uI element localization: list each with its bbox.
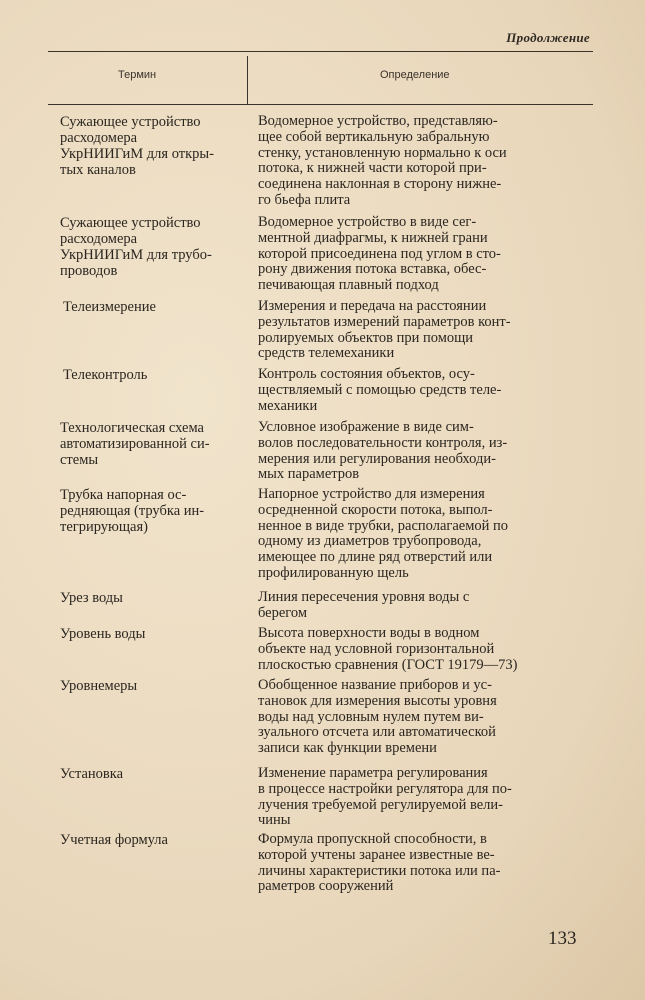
definition: Измерения и передача на расстоянии результатов измерений параметров конт- ролируемых объектов при помощи средств телемеханики [258, 298, 511, 362]
term: Телеконтроль [63, 367, 148, 383]
definition: Водомерное устройство в виде сег- ментной диафрагмы, к нижней грани которой присоединена под углом в сто- рону движения потока вставка, обес- печивающая плавный подход [258, 214, 501, 294]
definition: Условное изображение в виде сим- волов последовательности контроля, из- мерения или регулирования необходи- мых параметров [258, 419, 508, 483]
term: Установка [60, 766, 124, 782]
term: Телеизмерение [63, 299, 156, 315]
term: Уровнемеры [60, 678, 138, 694]
column-header-term: Термин [118, 69, 157, 81]
term: Учетная формула [60, 832, 168, 848]
column-divider [247, 56, 248, 104]
term: Трубка напорная ос- редняющая (трубка ин- тегрирующая) [60, 487, 205, 535]
definition: Обобщенное название приборов и ус- тановок для измерения высоты уровня воды над условным нулем путем ви- зуального отсчета или автоматической записи как функции времени [258, 677, 497, 757]
header-rule [48, 104, 593, 105]
page-number: 133 [548, 928, 577, 949]
definition: Контроль состояния объектов, осу- ществляемый с помощью средств теле- механики [258, 366, 502, 414]
term: Урез воды [60, 590, 123, 606]
continuation-label: Продолжение [506, 30, 590, 45]
definition: Высота поверхности воды в водном объекте над условной горизонтальной плоскостью сравнения (ГОСТ 19179—73) [258, 625, 518, 673]
term: Технологическая схема автоматизированной си- стемы [60, 420, 210, 468]
definition: Изменение параметра регулирования в процессе настройки регулятора для по- лучения требуемой регулируемой вели- чины [258, 765, 512, 829]
definition: Напорное устройство для измерения осредненной скорости потока, выпол- ненное в виде трубки, располагаемой по одному из диаметров трубопровода, имеющее по длине ряд отверстий или профилированную щель [258, 486, 509, 581]
term: Сужающее устройство расходомера УкрНИИГиМ для трубо- проводов [60, 215, 212, 279]
term: Сужающее устройство расходомера УкрНИИГиМ для откры- тых каналов [60, 114, 214, 178]
definition: Формула пропускной способности, в которой учтены заранее известные ве- личины характеристики потока или па- раметров сооружений [258, 831, 501, 895]
definition: Водомерное устройство, представляю- щее собой вертикальную забральную стенку, установленную нормально к оси потока, к нижней части которой при- соединена наклонная в сторону нижне- го бьефа плита [258, 113, 507, 208]
term: Уровень воды [60, 626, 146, 642]
top-rule [48, 51, 593, 52]
definition: Линия пересечения уровня воды с берегом [258, 589, 470, 621]
column-header-definition: Определение [380, 69, 450, 81]
